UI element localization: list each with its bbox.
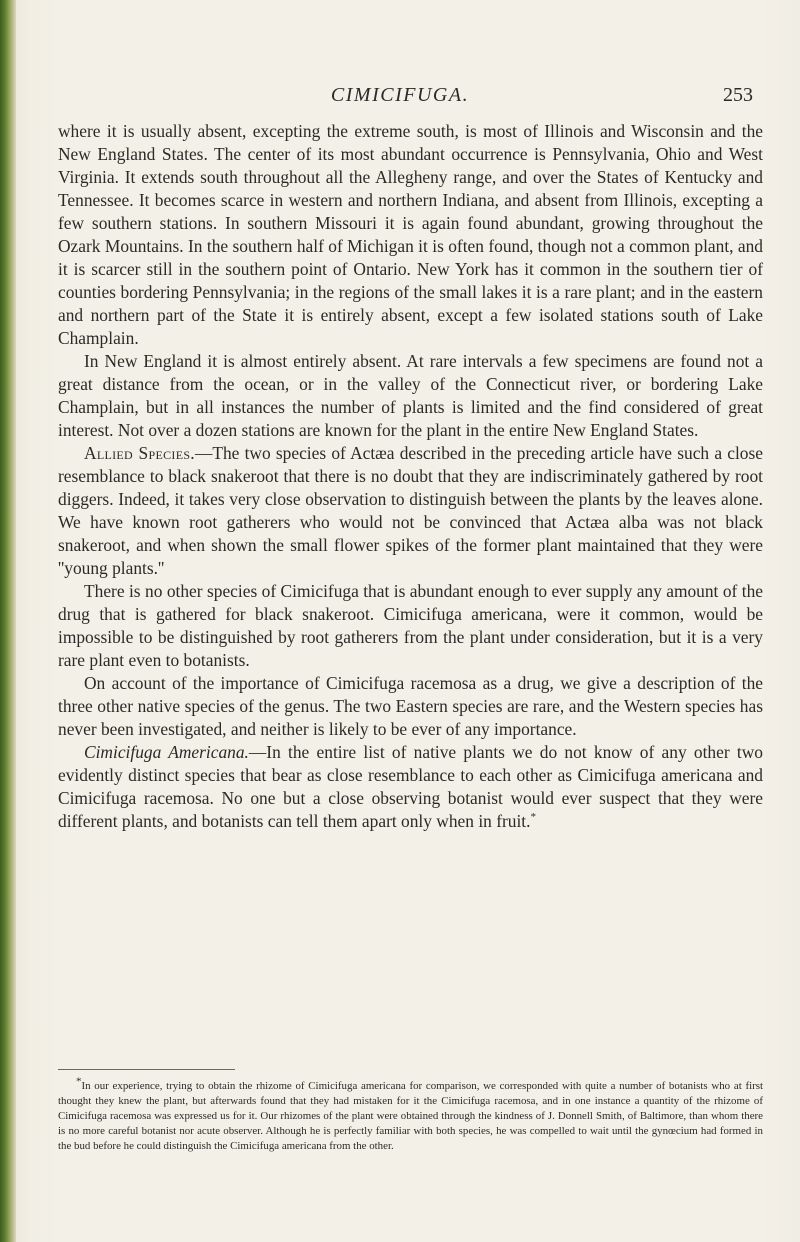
running-title: CIMICIFUGA. — [330, 84, 470, 106]
paragraph-text: On account of the importance of Cimicifuga racemosa as a drug, we give a description of the three other native species of the genus. The two Eastern species are rare, and the Western species has never been investigated, and neither is likely to be ever of any importance. — [58, 673, 763, 739]
italic-lead: Cimicifuga Americana. — [84, 742, 249, 762]
page-number: 253 — [723, 84, 753, 106]
footnote-divider — [58, 1069, 235, 1070]
paragraph-text: In New England it is almost entirely absent. At rare intervals a few specimens are found not a great distance from the ocean, or in the valley of the Connecticut river, or bordering Lake Champlain, but in all instances the number of plants is limited and the find considered of great interest. Not over a dozen stations are known for the plant in the entire New England States. — [58, 351, 763, 440]
footnote-reference: * — [530, 811, 536, 824]
paragraph-other-species — [58, 580, 763, 672]
paragraph-cimicifuga-americana — [58, 741, 763, 833]
page-spine-edge — [0, 0, 16, 1242]
paragraph-allied-species — [58, 442, 763, 580]
paragraph-new-england — [58, 350, 763, 442]
footnote-mark: * — [76, 1075, 82, 1088]
body-text — [58, 120, 763, 833]
section-heading: Allied Species. — [84, 443, 195, 463]
paragraph-text: where it is usually absent, excepting the extreme south, is most of Illinois and Wisconsin and the New England States. The center of its most abundant occurrence is Pennsylvania, Ohio and West Virginia. It extends south throughout all the Allegheny range, and over the States of Kentucky and Tennessee. It becomes scarce in western and northern Indiana, and absent from Illinois, excepting a few southern stations. In southern Missouri it is again found abundant, growing throughout the Ozark Mountains. In the southern half of Michigan it is often found, though not a common plant, and it is scarcer still in the southern point of Ontario. New York has it common in the southern tier of counties bordering Pennsylvania; in the regions of the small lakes it is a rare plant; and in the eastern and northern part of the State it is entirely absent, except a few isolated stations south of Lake Champlain. — [58, 121, 763, 348]
page-header — [0, 84, 800, 114]
paragraph-text: There is no other species of Cimicifuga that is abundant enough to ever supply any amount of the drug that is gathered for black snakeroot. Cimicifuga americana, were it common, would be impossible to be distinguished by root gatherers from the plant under consideration, but it is a very rare plant even to botanists. — [58, 581, 763, 670]
paragraph-importance — [58, 672, 763, 741]
paragraph-text: —In the entire list of native plants we do not know of any other two evidently distinct species that bear as close resemblance to each other as Cimicifuga americana and Cimicifuga racemosa. No one but a close observing botanist would ever suspect that they were different plants, and botanists can tell them apart only when in fruit. — [58, 742, 763, 831]
footnote-text: In our experience, trying to obtain the rhizome of Cimicifuga americana for comparison, we corresponded with quite a number of botanists who at first thought they knew the plant, but afterwards found that they had mistaken for it the Cimicifuga racemosa, and in one instance a quantity of the rhizome of Cimicifuga racemosa was expressed us for it. Our rhizomes of the plant were obtained through the kindness of J. Donnell Smith, of Baltimore, than whom there is no more careful botanist nor acute observer. Although he is perfectly familiar with both species, he was compelled to wait until the gynœcium had formed in the bud before he could distinguish the Cimicifuga americana from the other. — [58, 1080, 763, 1152]
paragraph-distribution — [58, 120, 763, 350]
paragraph-text: —The two species of Actæa described in the preceding article have such a close resemblance to black snakeroot that there is no doubt that they are indiscriminately gathered by root diggers. Indeed, it takes very close observation to distinguish between the plants by the leaves alone. We have known root gatherers who would not be convinced that Actæa alba was not black snakeroot, and when shown the small flower spikes of the former plant maintained that they were ''young plants.'' — [58, 443, 763, 578]
footnote — [58, 1075, 763, 1154]
